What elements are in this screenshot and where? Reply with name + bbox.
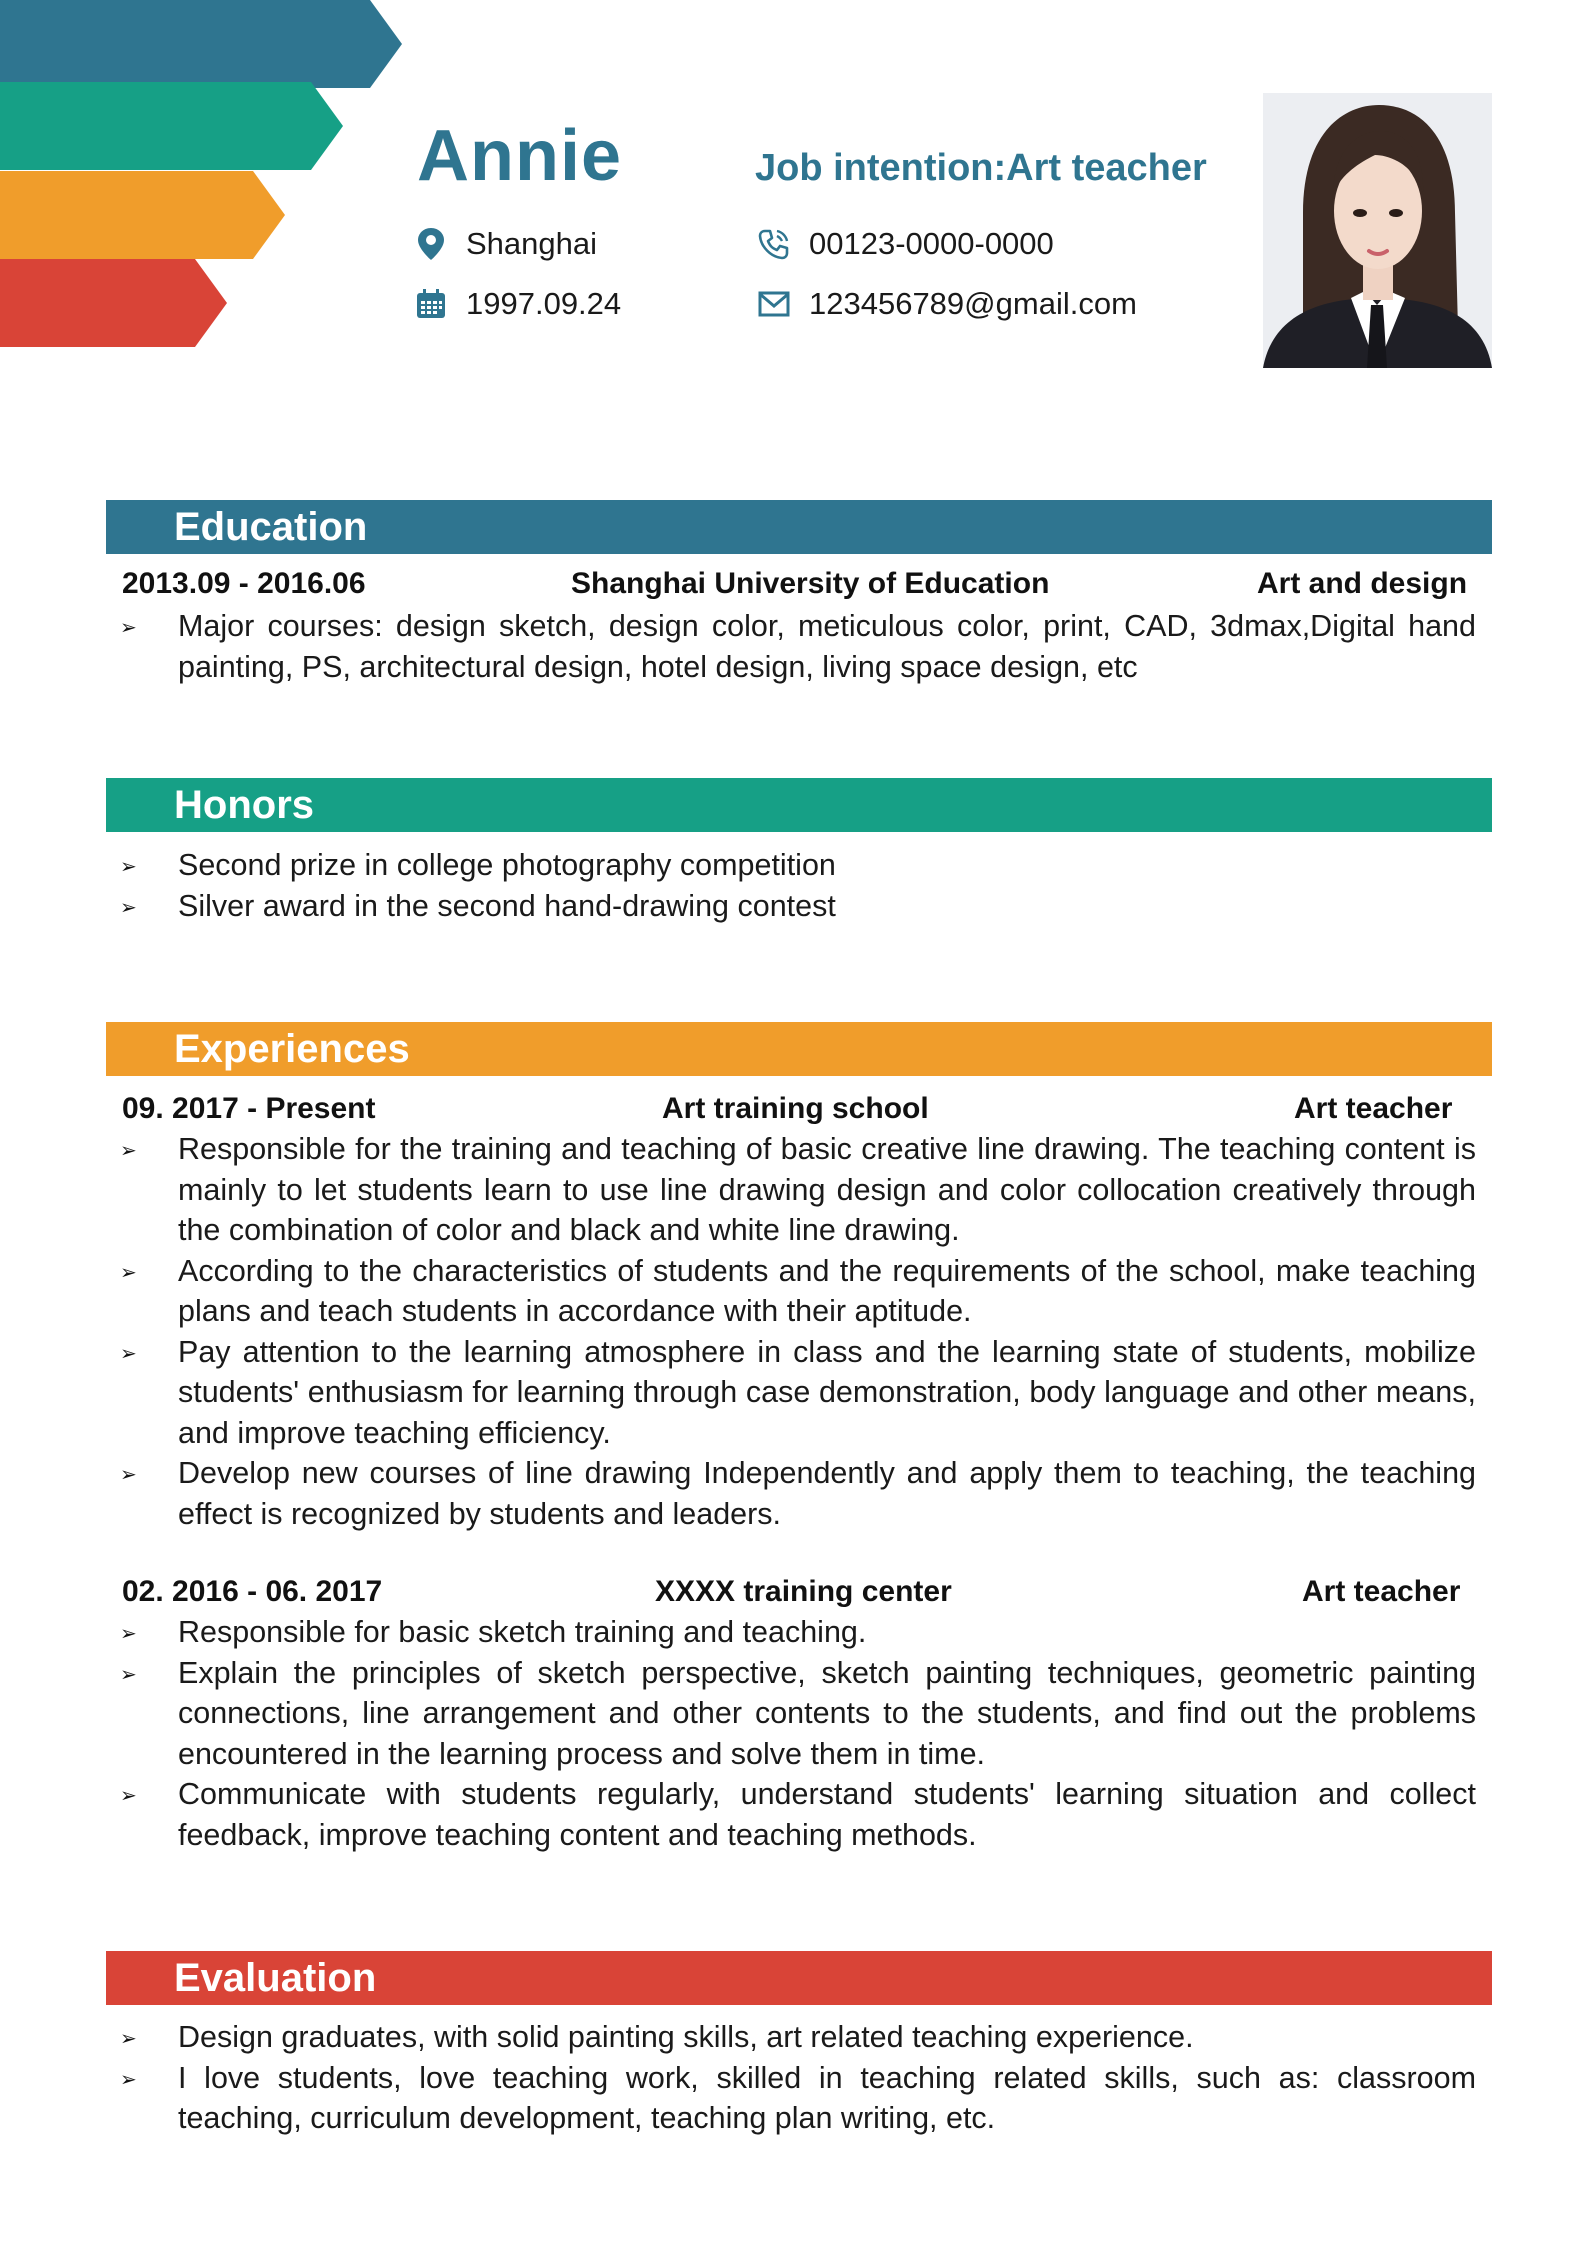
education-title: Education [174, 505, 368, 549]
list-item: ➢ Explain the principles of sketch perspective, sketch painting techniques, geometric painting connections, line arrangement and other contents to the students, and find out the problems encountered in the learning process and solve them in time. [120, 1653, 1476, 1775]
phone-text: 00123-0000-0000 [809, 226, 1054, 261]
education-section-header [106, 500, 1492, 554]
experiences-title: Experiences [174, 1027, 410, 1071]
list-item: ➢ Responsible for basic sketch training and teaching. [120, 1612, 1476, 1653]
arrow-bullet-icon: ➢ [120, 1663, 137, 1686]
arrow-bullet-icon: ➢ [120, 2028, 137, 2050]
birthdate-text: 1997.09.24 [466, 286, 622, 321]
job1-period: 09. 2017 - Present [122, 1092, 376, 1125]
job2-list [120, 1612, 1476, 1855]
mail-icon [757, 287, 791, 321]
arrow-bullet-icon: ➢ [120, 1464, 137, 1486]
education-period: 2013.09 - 2016.06 [122, 567, 366, 600]
calendar-icon [414, 287, 448, 321]
list-item: ➢ I love students, love teaching work, skilled in teaching related skills, such as: classroom teaching, curriculum development, teaching plan writing, etc. [120, 2058, 1476, 2139]
list-item: ➢ Communicate with students regularly, understand students' learning situation and collect feedback, improve teaching content and teaching methods. [120, 1774, 1476, 1855]
education-school: Shanghai University of Education [571, 567, 1050, 600]
job1-role: Art teacher [1294, 1092, 1453, 1125]
birthdate-row [414, 286, 621, 322]
arrow-bullet-icon: ➢ [120, 1342, 137, 1365]
job2-company: XXXX training center [655, 1575, 952, 1608]
location-row [414, 226, 597, 262]
list-item: ➢ Responsible for the training and teaching of basic creative line drawing. The teaching content is mainly to let students learn to use line drawing design and color collocation creatively through the combination of color and black and white line drawing. [120, 1129, 1476, 1251]
arrow-bullet-icon: ➢ [120, 1261, 137, 1284]
list-item: ➢ Silver award in the second hand-drawing contest [120, 886, 1476, 927]
arrow-bullet-icon: ➢ [120, 1623, 137, 1645]
decorative-arrow-blue [0, 0, 402, 88]
email-text: 123456789@gmail.com [809, 286, 1137, 321]
experiences-section-header [106, 1022, 1492, 1076]
phone-icon [757, 227, 791, 261]
arrow-bullet-icon: ➢ [120, 1785, 137, 1807]
evaluation-list [120, 2017, 1476, 2139]
job-intention: Job intention:Art teacher [755, 147, 1207, 189]
arrow-bullet-icon: ➢ [120, 896, 137, 919]
arrow-bullet-icon: ➢ [120, 856, 137, 878]
candidate-name: Annie [417, 116, 623, 196]
list-item: ➢ Pay attention to the learning atmosphere in class and the learning state of students, mobilize students' enthusiasm for learning through case demonstration, body language and other means, and improve teaching efficiency. [120, 1332, 1476, 1454]
phone-row [757, 226, 1054, 262]
list-item: ➢ Develop new courses of line drawing Independently and apply them to teaching, the teaching effect is recognized by students and leaders. [120, 1453, 1476, 1534]
list-item: ➢ Design graduates, with solid painting skills, art related teaching experience. [120, 2017, 1476, 2058]
arrow-bullet-icon: ➢ [120, 1140, 137, 1162]
job2-period: 02. 2016 - 06. 2017 [122, 1575, 383, 1608]
honors-section-header [106, 778, 1492, 832]
email-row [757, 286, 1137, 322]
honors-list [120, 845, 1476, 926]
list-item: ➢ Second prize in college photography competition [120, 845, 1476, 886]
arrow-bullet-icon: ➢ [120, 617, 137, 639]
decorative-arrow-green [0, 82, 343, 170]
list-item: ➢ According to the characteristics of students and the requirements of the school, make teaching plans and teach students in accordance with their aptitude. [120, 1251, 1476, 1332]
location-text: Shanghai [466, 226, 598, 261]
decorative-arrow-red [0, 259, 227, 347]
job1-list [120, 1129, 1476, 1534]
location-pin-icon [414, 227, 448, 261]
honors-title: Honors [174, 783, 314, 827]
decorative-arrow-orange [0, 171, 285, 259]
list-item: ➢ Major courses: design sketch, design color, meticulous color, print, CAD, 3dmax,Digital hand painting, PS, architectural design, hotel design, living space design, etc [120, 606, 1476, 687]
job2-role: Art teacher [1302, 1575, 1461, 1608]
profile-photo [1263, 93, 1492, 368]
evaluation-title: Evaluation [174, 1956, 377, 2000]
arrow-bullet-icon: ➢ [120, 2068, 137, 2091]
education-list [120, 606, 1476, 687]
evaluation-section-header [106, 1951, 1492, 2005]
education-major: Art and design [1257, 567, 1468, 600]
job1-company: Art training school [662, 1092, 929, 1125]
